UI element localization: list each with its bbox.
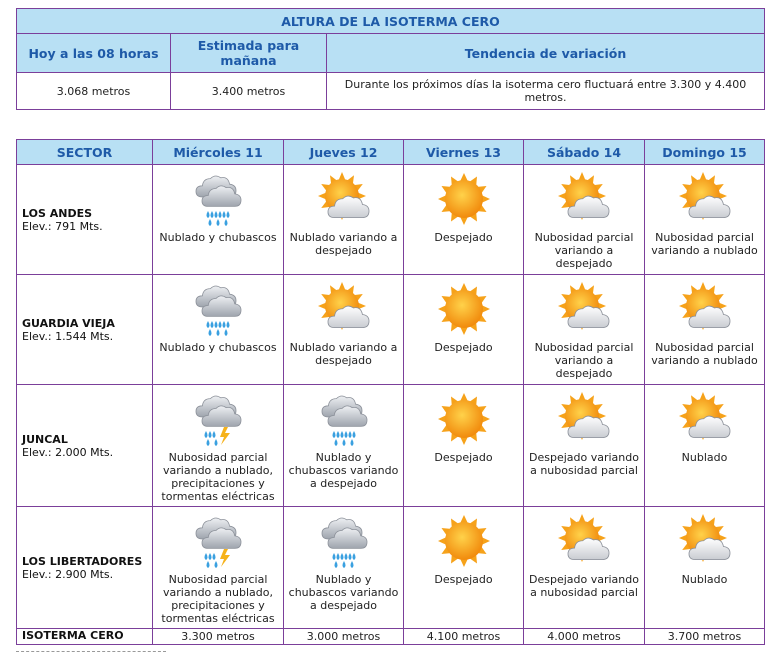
condition-text: Nublado xyxy=(681,451,728,464)
sun-cloud-icon xyxy=(556,171,612,227)
sector-name: GUARDIA VIEJA xyxy=(22,316,115,330)
forecast-cell xyxy=(153,275,284,385)
sun-cloud-icon xyxy=(556,281,612,337)
forecast-cell xyxy=(284,165,404,275)
sector-name: JUNCAL xyxy=(22,432,68,446)
sector-elevation: Elev.: 2.900 Mts. xyxy=(22,567,114,581)
cloud-rain-icon xyxy=(316,391,372,447)
sector-elevation: Elev.: 791 Mts. xyxy=(22,219,103,233)
sun-cloud-icon xyxy=(316,171,372,227)
sun-cloud-icon xyxy=(677,391,733,447)
isotherm-row-value: 4.100 metros xyxy=(404,629,524,645)
condition-text: Nublado variando a despejado xyxy=(289,231,398,257)
forecast-cell xyxy=(524,385,645,507)
sector-name: LOS LIBERTADORES xyxy=(22,554,143,568)
header-day-1: Miércoles 11 xyxy=(153,140,284,165)
sector-name: LOS ANDES xyxy=(22,206,93,220)
forecast-cell xyxy=(645,275,765,385)
isotherm-title: ALTURA DE LA ISOTERMA CERO xyxy=(17,9,765,34)
sun-cloud-icon xyxy=(677,171,733,227)
isotherm-row-value: 3.700 metros xyxy=(645,629,765,645)
condition-text: Nublado y chubascos xyxy=(159,231,277,244)
condition-text: Nubosidad parcial variando a nublado xyxy=(651,341,758,367)
sector-elevation: Elev.: 1.544 Mts. xyxy=(22,329,114,343)
sector-cell xyxy=(17,385,153,507)
cloud-storm-icon xyxy=(190,391,246,447)
sun-cloud-icon xyxy=(677,513,733,569)
sun-icon xyxy=(436,281,492,337)
condition-text: Nubosidad parcial variando a despejado xyxy=(534,341,634,380)
header-today: Hoy a las 08 horas xyxy=(17,34,171,73)
forecast-table xyxy=(16,139,765,645)
value-today: 3.068 metros xyxy=(17,73,171,110)
condition-text: Nubosidad parcial variando a nublado, precipitaciones y tormentas eléctricas xyxy=(161,573,275,625)
value-tomorrow: 3.400 metros xyxy=(171,73,327,110)
condition-text: Nubosidad parcial variando a nublado, precipitaciones y tormentas eléctricas xyxy=(161,451,275,503)
header-day-5: Domingo 15 xyxy=(645,140,765,165)
condition-text: Despejado xyxy=(434,231,493,244)
forecast-cell xyxy=(284,385,404,507)
sun-cloud-icon xyxy=(316,281,372,337)
forecast-row xyxy=(17,275,765,385)
isotherm-table xyxy=(16,8,765,110)
sector-cell xyxy=(17,275,153,385)
sun-cloud-icon xyxy=(556,391,612,447)
condition-text: Nublado y chubascos xyxy=(159,341,277,354)
condition-text: Despejado xyxy=(434,573,493,586)
forecast-cell xyxy=(153,507,284,629)
bottom-divider xyxy=(16,651,166,652)
sun-cloud-icon xyxy=(677,281,733,337)
header-sector: SECTOR xyxy=(17,140,153,165)
header-tomorrow: Estimada para mañana xyxy=(171,34,327,73)
cloud-rain-icon xyxy=(190,281,246,337)
condition-text: Nublado xyxy=(681,573,728,586)
header-trend: Tendencia de variación xyxy=(327,34,765,73)
forecast-row xyxy=(17,385,765,507)
header-day-3: Viernes 13 xyxy=(404,140,524,165)
isotherm-row-value: 4.000 metros xyxy=(524,629,645,645)
forecast-cell xyxy=(524,507,645,629)
forecast-cell xyxy=(404,275,524,385)
isotherm-row-label: ISOTERMA CERO xyxy=(17,629,153,645)
header-day-2: Jueves 12 xyxy=(284,140,404,165)
condition-text: Despejado xyxy=(434,451,493,464)
header-day-4: Sábado 14 xyxy=(524,140,645,165)
condition-text: Nubosidad parcial variando a despejado xyxy=(534,231,634,270)
forecast-cell xyxy=(645,385,765,507)
forecast-cell xyxy=(153,385,284,507)
forecast-cell xyxy=(153,165,284,275)
condition-text: Despejado variando a nubosidad parcial xyxy=(529,573,639,599)
isotherm-row-value: 3.300 metros xyxy=(153,629,284,645)
isotherm-row-value: 3.000 metros xyxy=(284,629,404,645)
forecast-row xyxy=(17,507,765,629)
forecast-cell xyxy=(645,507,765,629)
cloud-storm-icon xyxy=(190,513,246,569)
sector-cell xyxy=(17,165,153,275)
forecast-row xyxy=(17,165,765,275)
sun-icon xyxy=(436,513,492,569)
condition-text: Nublado y chubascos variando a despejado xyxy=(288,451,399,490)
sun-icon xyxy=(436,391,492,447)
sector-cell xyxy=(17,507,153,629)
condition-text: Nubosidad parcial variando a nublado xyxy=(651,231,758,257)
condition-text: Nublado y chubascos variando a despejado xyxy=(288,573,399,612)
forecast-cell xyxy=(284,507,404,629)
cloud-rain-icon xyxy=(316,513,372,569)
forecast-cell xyxy=(404,385,524,507)
condition-text: Nublado variando a despejado xyxy=(289,341,398,367)
forecast-cell xyxy=(404,165,524,275)
cloud-rain-icon xyxy=(190,171,246,227)
condition-text: Despejado variando a nubosidad parcial xyxy=(529,451,639,477)
sector-elevation: Elev.: 2.000 Mts. xyxy=(22,445,114,459)
isotherm-row xyxy=(17,629,765,645)
forecast-cell xyxy=(524,165,645,275)
forecast-cell xyxy=(645,165,765,275)
value-trend: Durante los próximos días la isoterma cero fluctuará entre 3.300 y 4.400 metros. xyxy=(327,73,765,110)
sun-cloud-icon xyxy=(556,513,612,569)
condition-text: Despejado xyxy=(434,341,493,354)
forecast-cell xyxy=(404,507,524,629)
sun-icon xyxy=(436,171,492,227)
forecast-cell xyxy=(284,275,404,385)
forecast-cell xyxy=(524,275,645,385)
